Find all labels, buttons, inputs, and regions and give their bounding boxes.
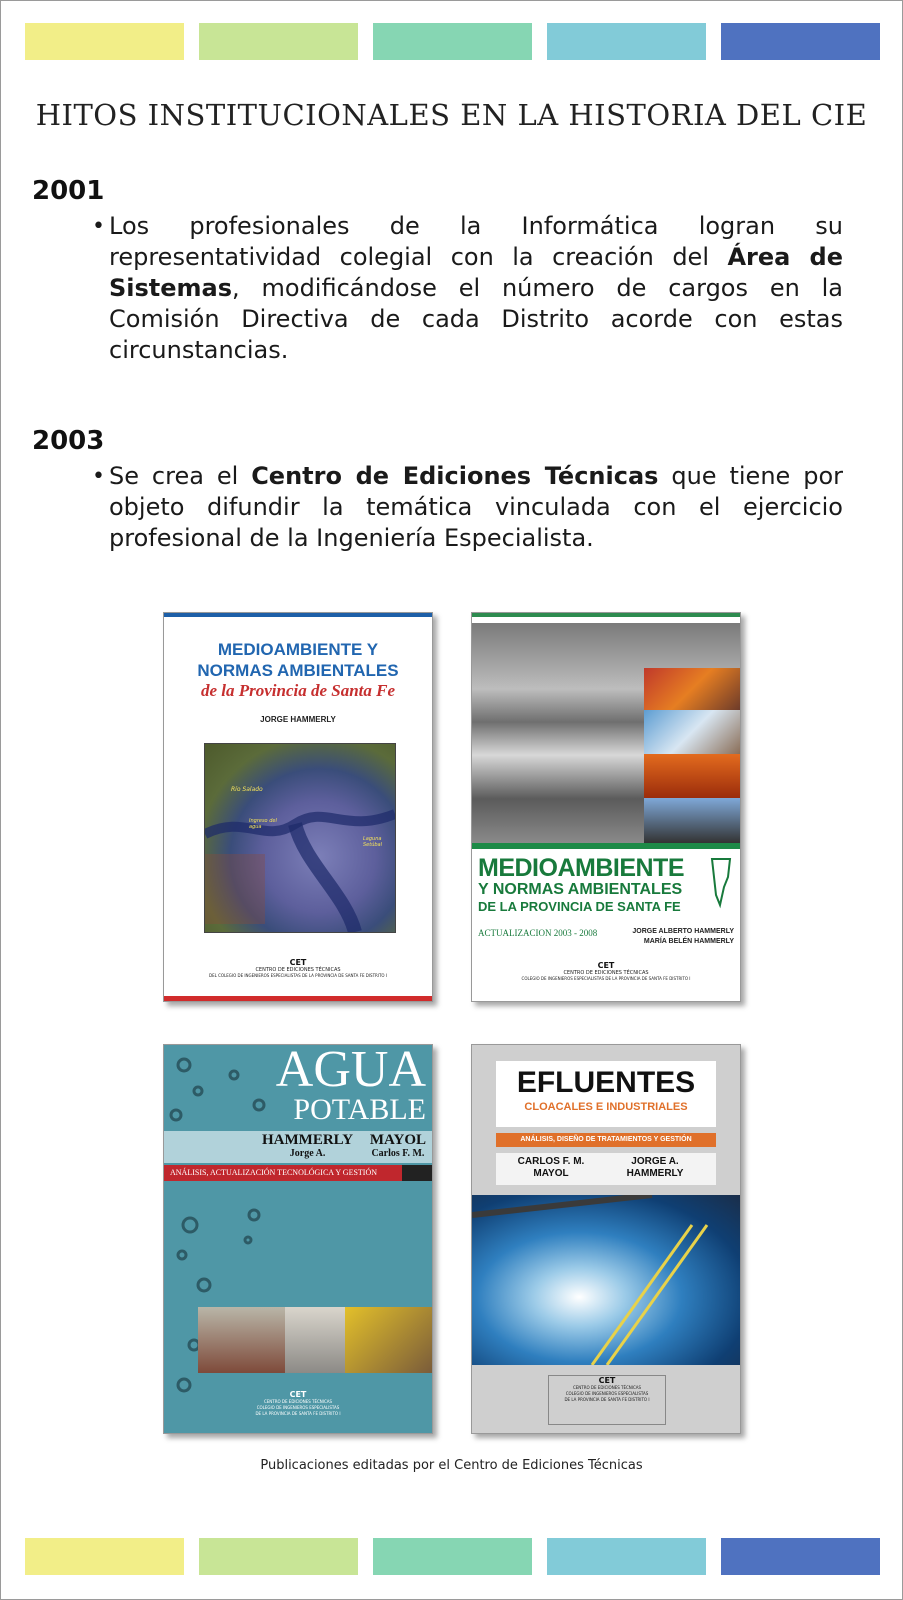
book-author: MARÍA BELÉN HAMMERLY [643, 938, 734, 945]
map-label: Río Salado [231, 786, 263, 793]
book-author: CARLOS F. M. [517, 1156, 585, 1167]
publisher-line: CENTRO DE EDICIONES TÉCNICAS [572, 1385, 642, 1390]
cet-logo-icon: CET [597, 961, 615, 970]
milestone-text [109, 211, 843, 366]
page-title: HITOS INSTITUCIONALES EN LA HISTORIA DEL CIE [35, 98, 868, 132]
publisher-block [472, 961, 740, 981]
book-title-line: POTABLE [293, 1093, 426, 1126]
color-bar-blue [721, 23, 880, 60]
bullet-icon: • [92, 464, 105, 489]
book-title-line: EFLUENTES [516, 1066, 696, 1099]
book-author: MAYOL [369, 1132, 426, 1148]
color-bar-yellow [25, 1538, 184, 1575]
publisher-line: DE LA PROVINCIA DE SANTA FE DISTRITO I [564, 1397, 650, 1402]
satellite-map-image [204, 743, 396, 933]
publisher-block [548, 1375, 666, 1425]
color-bar-green [373, 1538, 532, 1575]
publisher-line: COLEGIO DE INGENIEROS ESPECIALISTAS DE LA PROVINCIA DE SANTA FE DISTRITO I [521, 976, 691, 981]
color-bar-cyan [547, 23, 706, 60]
publisher-line: COLEGIO DE INGENIEROS ESPECIALISTAS [565, 1391, 649, 1396]
book-author: MAYOL [533, 1168, 569, 1179]
book-author: JORGE A. [631, 1156, 679, 1167]
publisher-block [164, 958, 432, 978]
color-bar-light-green [199, 1538, 358, 1575]
publisher-line: DEL COLEGIO DE INGENIEROS ESPECIALISTAS DE LA PROVINCIA DE SANTA FE DISTRITO I [208, 973, 388, 978]
map-label: Ingreso del agua [249, 818, 277, 830]
book-subtitle: ANÁLISIS, ACTUALIZACIÓN TECNOLÓGICA Y GESTIÓN [164, 1165, 402, 1181]
cet-logo-icon: CET [289, 1390, 307, 1399]
photo-strip [644, 668, 740, 843]
cet-logo-icon: CET [598, 1376, 616, 1385]
text-part: , modificándose el número de cargos en la Comisión Directiva de cada Distrito acorde con estas circunstancias. [109, 274, 843, 364]
year-2001: 2001 [32, 176, 105, 206]
book-title-line: DE LA PROVINCIA DE SANTA FE [478, 899, 681, 914]
bullet-icon: • [92, 214, 105, 239]
book-title-line: NORMAS AMBIENTALES [197, 661, 399, 680]
book-subtitle: ANÁLISIS, DISEÑO DE TRATAMIENTOS Y GESTIÓN [496, 1133, 716, 1147]
book-cover-agua-potable [163, 1044, 433, 1434]
publisher-line: CENTRO DE EDICIONES TÉCNICAS [255, 967, 341, 973]
authors-band [496, 1153, 716, 1185]
year-2003: 2003 [32, 426, 105, 456]
book-title-line: Y NORMAS AMBIENTALES [478, 881, 683, 898]
text-bold: Área de Sistemas [109, 243, 843, 302]
publisher-line: DE LA PROVINCIA DE SANTA FE DISTRITO I [255, 1411, 341, 1416]
publisher-block [164, 1390, 432, 1417]
book-edition: ACTUALIZACION 2003 - 2008 [478, 928, 598, 938]
book-title-line: AGUA [275, 1044, 426, 1098]
authors-band [164, 1131, 432, 1163]
text-part: Los profesionales de la Informática logran su representatividad colegial con la creación del [109, 212, 843, 271]
cet-logo-icon: CET [289, 958, 307, 967]
book-author: HAMMERLY [626, 1168, 684, 1179]
book-author: JORGE ALBERTO HAMMERLY [632, 928, 734, 935]
santa-fe-map-icon [708, 857, 734, 909]
color-bar-cyan [547, 1538, 706, 1575]
bottom-color-bars [25, 1538, 880, 1575]
top-color-bars [25, 23, 880, 60]
book-author: JORGE HAMMERLY [260, 715, 336, 724]
map-label: Laguna Setúbal [363, 836, 383, 848]
book-cover-medioambiente-1 [163, 612, 433, 1002]
book-subtitle: de la Provincia de Santa Fe [200, 681, 396, 700]
book-author: HAMMERLY [262, 1132, 354, 1148]
color-bar-blue [721, 1538, 880, 1575]
book-title-line: MEDIOAMBIENTE Y [217, 640, 379, 659]
color-bar-yellow [25, 23, 184, 60]
text-part: Se crea el [109, 462, 252, 490]
publisher-line: CENTRO DE EDICIONES TÉCNICAS [563, 970, 649, 976]
construction-photos [198, 1307, 432, 1373]
book-author: Jorge A. [289, 1148, 326, 1159]
book-title-line: MEDIOAMBIENTE [478, 854, 684, 882]
book-cover-medioambiente-2 [471, 612, 741, 1002]
text-part: que tiene por objeto difundir la temática vinculada con el ejercicio profesional de la Ingeniería Especialista. [109, 462, 843, 552]
color-bar-light-green [199, 23, 358, 60]
color-bar-green [373, 23, 532, 60]
walkway-svg [472, 1195, 740, 1365]
text-bold: Centro de Ediciones Técnicas [251, 462, 659, 490]
milestone-text [109, 461, 843, 554]
water-treatment-photo [472, 1195, 740, 1365]
book-caption: Publicaciones editadas por el Centro de Ediciones Técnicas [260, 1458, 643, 1473]
milestone-2001 [92, 211, 843, 366]
book-title-line: CLOACALES E INDUSTRIALES [524, 1101, 688, 1113]
milestone-2003 [92, 461, 843, 554]
efluentes-title-box [496, 1061, 716, 1127]
publisher-line: CENTRO DE EDICIONES TÉCNICAS [263, 1399, 333, 1404]
publisher-line: COLEGIO DE INGENIEROS ESPECIALISTAS [256, 1405, 340, 1410]
book-author: Carlos F. M. [371, 1148, 425, 1159]
book-cover-efluentes [471, 1044, 741, 1434]
